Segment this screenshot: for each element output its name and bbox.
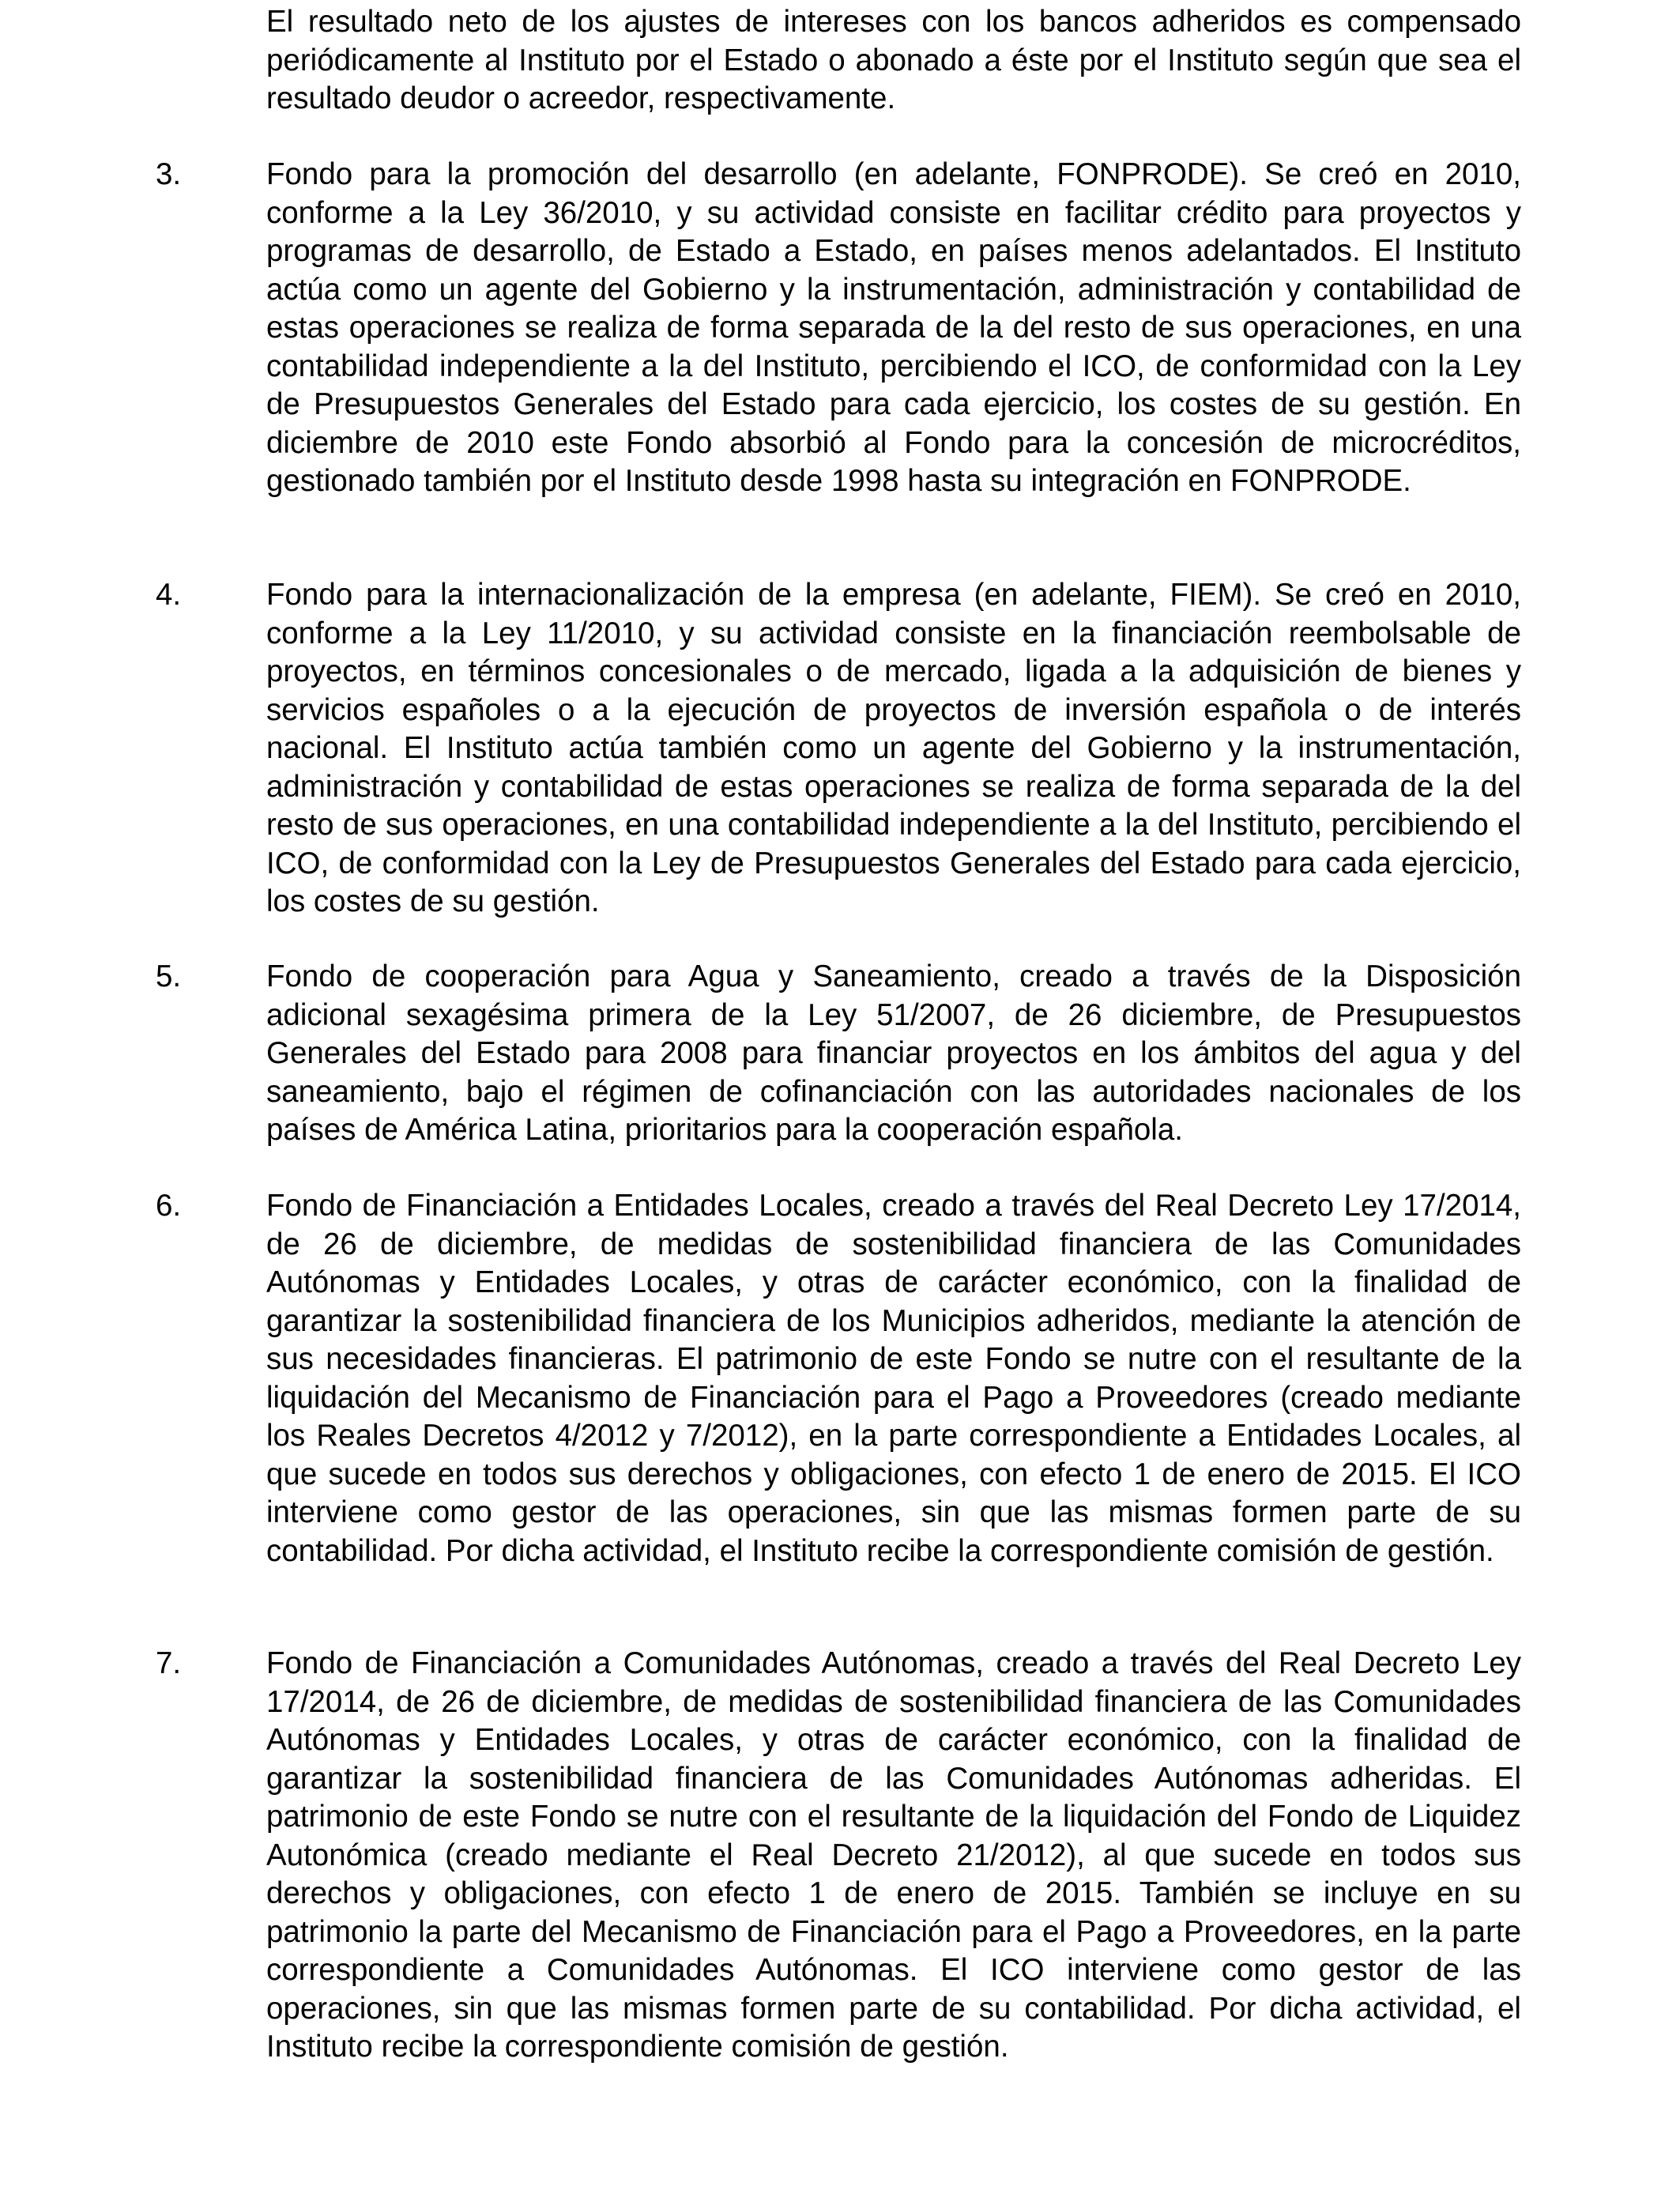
- item-number-3: 3.: [156, 157, 182, 191]
- item-number-4: 4.: [156, 578, 182, 612]
- item-text-comunidades-autonomas: Fondo de Financiación a Comunidades Autónomas, creado a través del Real Decreto Ley 17/2014, de 26 de diciembre, de medidas de sostenibilidad financiera de las Comunidades Autónomas y Entidades Locales, y otras de carácter económico, con la finalidad de garantizar la sostenibilidad financiera de las Comunidades Autónomas adheridas. El patrimonio de este Fondo se nutre con el resultante de la liquidación del Fondo de Liquidez Autonómica (creado mediante el Real Decreto 21/2012), al que sucede en todos sus derechos y obligaciones, con efecto 1 de enero de 2015. También se incluye en su patrimonio la parte del Mecanismo de Financiación para el Pago a Proveedores, en la parte correspondiente a Comunidades Autónomas. El ICO interviene como gestor de las operaciones, sin que las mismas formen parte de su contabilidad. Por dicha actividad, el Instituto recibe la correspondiente comisión de gestión.: [266, 1646, 1521, 2064]
- item-number-7: 7.: [156, 1646, 182, 1680]
- item-text-fiem: Fondo para la internacionalización de la empresa (en adelante, FIEM). Se creó en 2010, conforme a la Ley 11/2010, y su actividad consiste en la financiación reembolsable de proyectos, en términos concesionales o de mercado, ligada a la adquisición de bienes y servicios españoles o a la ejecución de proyectos de inversión española o de interés nacional. El Instituto actúa también como un agente del Gobierno y la instrumentación, administración y contabilidad de estas operaciones se realiza de forma separada de la del resto de sus operaciones, en una contabilidad independiente a la del Instituto, percibiendo el ICO, de conformidad con la Ley de Presupuestos Generales del Estado para cada ejercicio, los costes de su gestión.: [266, 578, 1521, 918]
- item-text-entidades-locales: Fondo de Financiación a Entidades Locales, creado a través del Real Decreto Ley 17/2014, de 26 de diciembre, de medidas de sostenibilidad financiera de las Comunidades Autónomas y Entidades Locales, y otras de carácter económico, con la finalidad de garantizar la sostenibilidad financiera de los Municipios adheridos, mediante la atención de sus necesidades financieras. El patrimonio de este Fondo se nutre con el resultante de la liquidación del Mecanismo de Financiación para el Pago a Proveedores (creado mediante los Reales Decretos 4/2012 y 7/2012), en la parte correspondiente a Entidades Locales, al que sucede en todos sus derechos y obligaciones, con efecto 1 de enero de 2015. El ICO interviene como gestor de las operaciones, sin que las mismas formen parte de su contabilidad. Por dicha actividad, el Instituto recibe la correspondiente comisión de gestión.: [266, 1189, 1521, 1568]
- intro-paragraph: El resultado neto de los ajustes de intereses con los bancos adheridos es compensado periódicamente al Instituto por el Estado o abonado a éste por el Instituto según que sea el resultado deudor o acreedor, respectivamente.: [266, 5, 1521, 115]
- item-number-6: 6.: [156, 1189, 182, 1223]
- item-text-fonprode: Fondo para la promoción del desarrollo (en adelante, FONPRODE). Se creó en 2010, conforme a la Ley 36/2010, y su actividad consiste en facilitar crédito para proyectos y programas de desarrollo, de Estado a Estado, en países menos adelantados. El Instituto actúa como un agente del Gobierno y la instrumentación, administración y contabilidad de estas operaciones se realiza de forma separada de la del resto de sus operaciones, en una contabilidad independiente a la del Instituto, percibiendo el ICO, de conformidad con la Ley de Presupuestos Generales del Estado para cada ejercicio, los costes de su gestión. En diciembre de 2010 este Fondo absorbió al Fondo para la concesión de microcréditos, gestionado también por el Instituto desde 1998 hasta su integración en FONPRODE.: [266, 157, 1521, 498]
- item-text-agua-saneamiento: Fondo de cooperación para Agua y Saneamiento, creado a través de la Disposición adicional sexagésima primera de la Ley 51/2007, de 26 diciembre, de Presupuestos Generales del Estado para 2008 para financiar proyectos en los ámbitos del agua y del saneamiento, bajo el régimen de cofinanciación con las autoridades nacionales de los países de América Latina, prioritarios para la cooperación española.: [266, 959, 1521, 1147]
- item-number-5: 5.: [156, 959, 182, 993]
